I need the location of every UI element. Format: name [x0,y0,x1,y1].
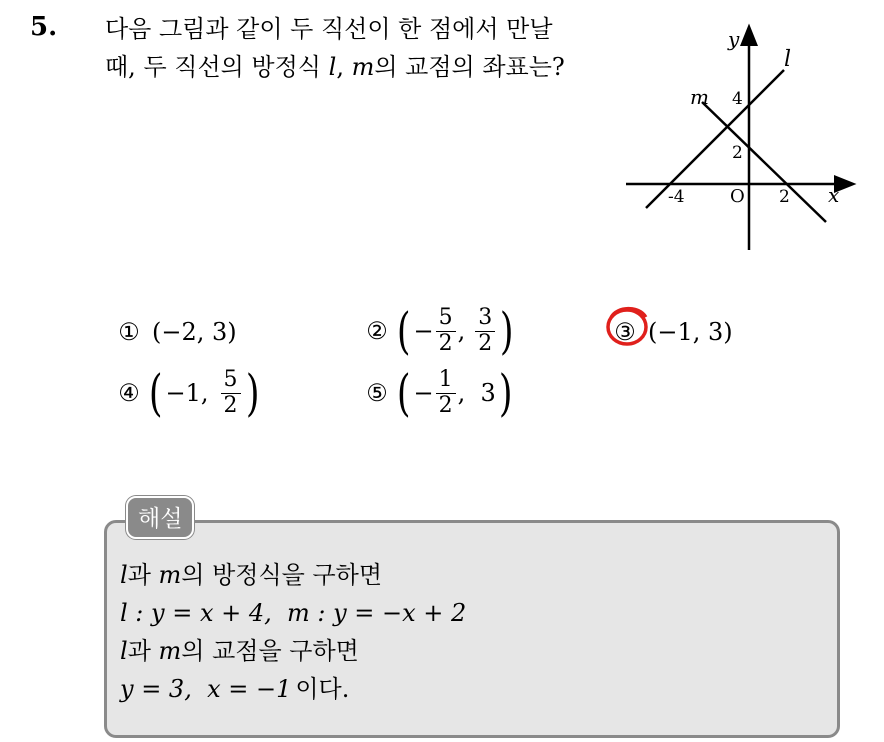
choice-5-frac [436,368,456,417]
solution-line-1 [120,556,466,594]
question-number: 5. [30,12,58,42]
solution-line-4-eq: y = 3, x = −1 [120,675,292,703]
solution-line-3-a: 과 [127,637,159,665]
choice-marker-2: ② [366,317,388,345]
choice-2-sign: − [413,317,434,345]
solution-text [120,556,466,708]
line-m-symbol: m [158,637,182,665]
frac-numerator: 5 [436,306,456,331]
choice-4[interactable] [112,362,262,424]
question-text [105,10,565,86]
choice-2-value: ( − $\frac{5}{2}$ , $\frac{3}{2}$ ) [396,302,514,360]
choice-marker-5: ⑤ [366,379,388,407]
choice-5[interactable] [360,362,515,424]
choice-2[interactable] [360,300,517,362]
frac-denominator: 2 [438,330,453,356]
choice-marker-1: ① [118,318,140,346]
choice-1-value: (−2, 3) [152,318,237,346]
line-l-symbol: l [328,53,337,81]
choice-2-frac-2 [475,306,495,355]
solution-line-3 [120,632,466,670]
choice-marker-4: ④ [118,379,140,407]
line-m [702,102,826,222]
choice-3[interactable] [608,310,733,354]
solution-line-3-b: 의 교점을 구하면 [181,637,359,665]
frac-denominator: 2 [223,392,238,418]
line-l [646,70,784,208]
coordinate-graph [620,22,860,254]
line-m-label: m [690,85,709,109]
choice-5-sign: − [413,379,434,407]
line-m-symbol: m [351,53,375,81]
solution-line-4-suffix: 이다. [295,675,350,703]
line-m-symbol: m [158,561,182,589]
choice-4-frac [221,368,241,417]
solution-line-1-a: 과 [127,561,159,589]
y-axis-label: y [728,27,740,51]
frac-denominator: 2 [438,392,453,418]
line-l-label: l [784,47,792,72]
choice-marker-3: ③ [614,318,636,346]
solution-line-4 [120,670,466,708]
frac-denominator: 2 [478,330,493,356]
question-line-2-post: 의 교점의 좌표는? [374,53,565,81]
solution-line-2: l : y = x + 4, m : y = −x + 2 [120,599,467,627]
tick-label-x2: 2 [779,187,790,207]
solution-line-1-b: 의 방정식을 구하면 [181,561,383,589]
line-l-symbol: l [120,637,128,665]
choice-1[interactable] [112,310,237,354]
choice-5-value: ( − $\frac{1}{2}$ , 3 ) [396,364,513,422]
question-line-2 [105,48,565,86]
comma-text: , [336,53,352,81]
tick-label-y4: 4 [732,89,743,109]
tick-label-y2: 2 [732,143,743,163]
line-l-symbol: l [120,561,128,589]
frac-numerator: 1 [436,368,456,393]
choice-4-pre: −1, [165,379,209,407]
tick-label-xneg4: -4 [668,187,685,207]
origin-label: O [730,186,745,207]
choice-3-value: (−1, 3) [648,318,733,346]
choice-2-frac-1 [436,306,456,355]
choice-5-post: , 3 [457,379,496,407]
x-axis-label: x [828,183,840,207]
choice-4-value: ( −1, $\frac{5}{2}$ ) [148,364,260,422]
frac-numerator: 3 [475,306,495,331]
choice-2-comma: , [457,317,466,345]
frac-numerator: 5 [221,368,241,393]
question-line-1: 다음 그림과 같이 두 직선이 한 점에서 만날 [105,15,553,43]
solution-tag: 해설 [126,496,194,539]
question-line-2-pre: 때, 두 직선의 방정식 [105,53,329,81]
